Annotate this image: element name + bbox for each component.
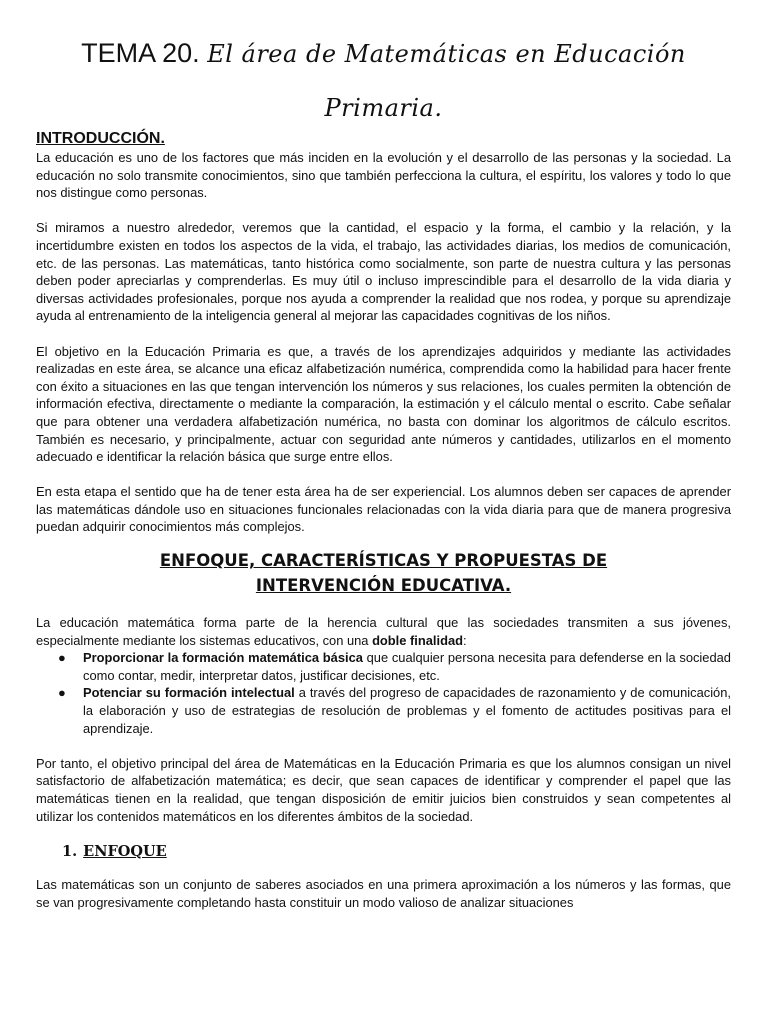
finality-list xyxy=(36,649,731,737)
title-line-2: Primaria. xyxy=(324,94,443,122)
section-lead-paragraph xyxy=(36,614,731,649)
list-item xyxy=(36,684,731,737)
intro-paragraph-1: La educación es uno de los factores que más inciden en la evolución y el desarrollo de las personas y la sociedad. La educación no solo transmite conocimientos, sino que también perfecciona la cultura, el espíritu, los valores y todo lo que nos distingue como personas. xyxy=(36,150,731,201)
intro-paragraph-3: El objetivo en la Educación Primaria es que, a través de los aprendizajes adquiridos y mediante las actividades realizadas en este área, se alcance una eficaz alfabetización numérica, comprendida como la habilidad para hacer frente con éxito a situaciones en las que tengan intervención los números y sus relaciones, los cuales permiten la obtención de información efectiva, directamente o mediante la comparación, la estimación y el cálculo mental o escrito. Cabe señalar que para obtener una verdadera alfabetización numérica, no basta con dominar los algoritmos de cálculo escritos. También es necesario, y principalmente, actuar con seguridad ante números y cantidades, utilizarlos en el momento adecuado e identificar la relación básica que surge entre ellos. xyxy=(36,343,731,465)
section-heading xyxy=(36,548,731,598)
document-title xyxy=(36,0,731,123)
bullet-icon: ● xyxy=(58,650,66,666)
intro-paragraph-4: En esta etapa el sentido que ha de tener esta área ha de ser experiencial. Los alumnos deben ser capaces de aprender las matemáticas dándole uso en situaciones funcionales relacionadas con la vida diaria para que de manera progresiva puedan adquirir conocimientos más complejos. xyxy=(36,484,731,535)
lead-end: : xyxy=(463,632,467,648)
subsection-heading xyxy=(62,842,731,862)
title-prefix: TEMA 20. xyxy=(81,38,200,68)
list-item xyxy=(36,649,731,684)
title-script-part: El área de Matemáticas en Educación xyxy=(207,40,686,68)
list-item-text: a través del progreso de capacidades de razonamiento y de comunicación, la elaboración y uso de estrategias de resolución de problemas y el fomento de actitudes positivas para el aprendizaje. xyxy=(83,685,731,736)
bullet-icon: ● xyxy=(58,685,66,701)
title-line-1 xyxy=(36,36,731,71)
lead-text: La educación matemática forma parte de la herencia cultural que las sociedades transmiten a sus jóvenes, especialmente mediante los sistemas educativos, con una xyxy=(36,615,731,648)
list-item-bold: Potenciar su formación intelectual xyxy=(83,685,295,701)
intro-paragraph-2: Si miramos a nuestro alrededor, veremos que la cantidad, el espacio y la forma, el cambio y la relación, y la incertidumbre existen en todos los aspectos de la vida, el trabajo, las actividades diarias, los medios de comunicación, etc. de las personas. Las matemáticas, tanto histórica como socialmente, son parte de nuestra cultura y las personas deben poder apreciarlas y comprenderlas. Es muy útil o incluso imprescindible para el desarrollo de la vida diaria y diversas actividades profesionales, porque nos ayuda a comprender la realidad que nos rodea, y porque su aprendizaje ayuda al entrenamiento de la inteligencia general al mejorar las capacidades cognitivas de los niños. xyxy=(36,220,731,324)
intro-heading: INTRODUCCIÓN. xyxy=(36,130,165,147)
list-item-text: que cualquier persona necesita para defenderse en la sociedad como contar, medir, interpretar datos, justificar decisiones, etc. xyxy=(83,650,731,683)
objective-paragraph: Por tanto, el objetivo principal del área de Matemáticas en la Educación Primaria es que los alumnos consigan un nivel satisfactorio de alfabetización matemática; es decir, que sean capaces de identificar y comprender el papel que las matemáticas tienen en la realidad, que tengan disposición de emitir juicios bien construidos y sean competentes al utilizar los contenidos matemáticos en los diferentes ámbitos de la sociedad. xyxy=(36,755,731,824)
subsection-number: 1. xyxy=(62,843,78,861)
lead-bold: doble finalidad xyxy=(372,632,464,648)
section-heading-line-2: INTERVENCIÓN EDUCATIVA. xyxy=(255,576,512,596)
section-heading-line-1: ENFOQUE, CARACTERÍSTICAS Y PROPUESTAS DE xyxy=(159,551,608,571)
enfoque-paragraph: Las matemáticas son un conjunto de saberes asociados en una primera aproximación a los números y las formas, que se van progresivamente completando hasta constituir un modo valioso de analizar situaciones xyxy=(36,877,731,910)
subsection-label: ENFOQUE xyxy=(83,843,167,861)
list-item-bold: Proporcionar la formación matemática básica xyxy=(83,650,363,666)
